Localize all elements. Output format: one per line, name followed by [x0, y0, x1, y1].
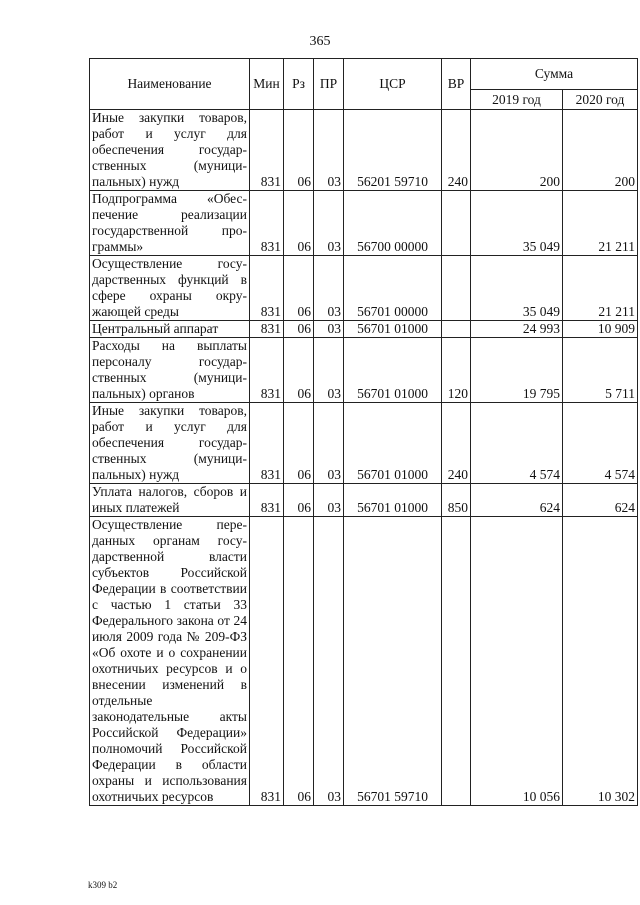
row-min: 831: [250, 517, 284, 806]
row-min: 831: [250, 403, 284, 484]
row-pr: 03: [314, 256, 344, 321]
row-csr: 56701 00000: [344, 256, 442, 321]
header-min: Мин: [250, 59, 284, 110]
row-min: 831: [250, 338, 284, 403]
header-rz: Рз: [284, 59, 314, 110]
row-name: Уплата налогов, сборов и иных платежей: [90, 484, 250, 517]
row-sum-2020: 624: [563, 484, 638, 517]
row-rz: 06: [284, 517, 314, 806]
row-sum-2020: 5 711: [563, 338, 638, 403]
row-csr: 56701 01000: [344, 484, 442, 517]
row-min: 831: [250, 256, 284, 321]
header-sum: Сумма: [471, 59, 638, 90]
row-csr: 56701 01000: [344, 321, 442, 338]
row-sum-2019: 35 049: [471, 256, 563, 321]
row-min: 831: [250, 110, 284, 191]
table-row: [90, 321, 638, 338]
row-csr: 56700 00000: [344, 191, 442, 256]
row-vr: [442, 321, 471, 338]
row-vr: 240: [442, 110, 471, 191]
budget-table: [89, 58, 638, 806]
table-row: [90, 517, 638, 806]
row-rz: 06: [284, 256, 314, 321]
row-sum-2019: 10 056: [471, 517, 563, 806]
table-row: [90, 191, 638, 256]
row-name: Центральный аппарат: [90, 321, 250, 338]
row-pr: 03: [314, 321, 344, 338]
table-row: [90, 338, 638, 403]
header-year-2019: 2019 год: [471, 90, 563, 110]
row-sum-2019: 19 795: [471, 338, 563, 403]
row-sum-2020: 200: [563, 110, 638, 191]
row-rz: 06: [284, 403, 314, 484]
row-sum-2020: 10 302: [563, 517, 638, 806]
row-sum-2019: 624: [471, 484, 563, 517]
row-csr: 56701 01000: [344, 338, 442, 403]
row-min: 831: [250, 321, 284, 338]
row-name: Иные закупки товаров, работ и услуг для обеспечения государственных (муниципальных) нужд: [90, 110, 250, 191]
row-name: Расходы на выплаты персоналу государственных (муниципальных) органов: [90, 338, 250, 403]
header-pr: ПР: [314, 59, 344, 110]
row-rz: 06: [284, 484, 314, 517]
header-csr: ЦСР: [344, 59, 442, 110]
row-pr: 03: [314, 191, 344, 256]
row-vr: [442, 517, 471, 806]
row-rz: 06: [284, 338, 314, 403]
row-rz: 06: [284, 321, 314, 338]
row-vr: 240: [442, 403, 471, 484]
row-rz: 06: [284, 191, 314, 256]
row-name: Иные закупки товаров, работ и услуг для обеспечения государственных (муниципальных) нужд: [90, 403, 250, 484]
row-vr: [442, 256, 471, 321]
row-csr: 56701 01000: [344, 403, 442, 484]
header-name: Наименование: [90, 59, 250, 110]
row-sum-2020: 21 211: [563, 256, 638, 321]
row-sum-2019: 200: [471, 110, 563, 191]
row-sum-2020: 10 909: [563, 321, 638, 338]
row-name: Осуществление государственных функций в сфере охраны окружающей среды: [90, 256, 250, 321]
row-vr: [442, 191, 471, 256]
footer-code: k309 b2: [88, 880, 118, 890]
header-vr: ВР: [442, 59, 471, 110]
row-min: 831: [250, 191, 284, 256]
row-name: Осуществление переданных органам государственной власти субъектов Российской Федерации в соответствии с частью 1 статьи 33 Федерального закона от 24 июля 2009 года № 209-ФЗ «Об охоте и о сохранении охотничьих ресурсов и о внесении изменений в отдельные законодательные акты Российской Федерации» полномочий Российской Федерации в области охраны и использования охотничьих ресурсов: [90, 517, 250, 806]
row-rz: 06: [284, 110, 314, 191]
row-sum-2019: 4 574: [471, 403, 563, 484]
row-name: Подпрограмма «Обеспечение реализации государственной программы»: [90, 191, 250, 256]
row-pr: 03: [314, 338, 344, 403]
row-sum-2019: 24 993: [471, 321, 563, 338]
row-csr: 56701 59710: [344, 517, 442, 806]
row-vr: 120: [442, 338, 471, 403]
row-csr: 56201 59710: [344, 110, 442, 191]
table-row: [90, 110, 638, 191]
row-sum-2020: 4 574: [563, 403, 638, 484]
row-pr: 03: [314, 110, 344, 191]
row-sum-2020: 21 211: [563, 191, 638, 256]
page-number: 365: [309, 34, 331, 49]
row-sum-2019: 35 049: [471, 191, 563, 256]
header-year-2020: 2020 год: [563, 90, 638, 110]
row-pr: 03: [314, 403, 344, 484]
table-row: [90, 256, 638, 321]
table-row: [90, 484, 638, 517]
table-row: [90, 403, 638, 484]
row-min: 831: [250, 484, 284, 517]
row-vr: 850: [442, 484, 471, 517]
row-pr: 03: [314, 484, 344, 517]
row-pr: 03: [314, 517, 344, 806]
